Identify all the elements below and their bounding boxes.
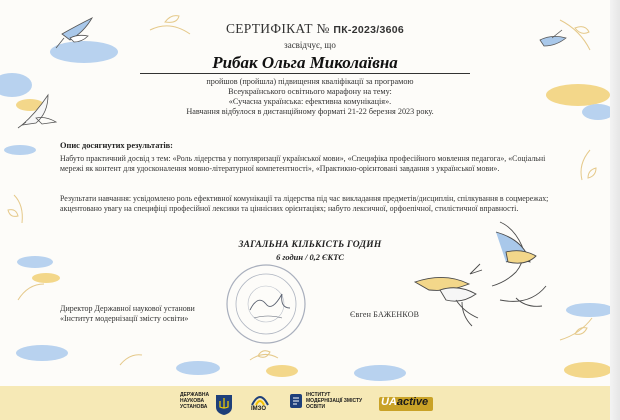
footer-logo-imzo	[251, 406, 266, 412]
imzo-emblem-icon	[250, 391, 270, 407]
ua-active-logo	[381, 396, 428, 408]
certificate-title-word: СЕРТИФІКАТ №	[225, 21, 330, 36]
total-hours-value: 6 годин / 0,2 ЄКТС	[276, 253, 344, 262]
recipient-underline	[140, 73, 470, 74]
results-paragraph: Набуто практичний досвід з тем: «Роль лідерства у популяризації української мови», «Специфіка професійного мовлення педагога», «Соціальні мережі як контент для удосконалення мовно-літературної компетентності», «Практикно-орієнтовані завдання з української мови».	[60, 154, 546, 174]
signer-position	[60, 304, 260, 324]
paint-blotch	[546, 84, 610, 106]
paint-blotch	[176, 361, 220, 375]
page-edge-shadow	[610, 0, 620, 420]
program-line: «Сучасна українська: ефективна комунікація».	[228, 97, 392, 106]
program-line: пройшов (пройшла) підвищення кваліфікації за програмою	[206, 77, 414, 86]
total-hours-heading: ЗАГАЛЬНА КІЛЬКІСТЬ ГОДИН	[238, 240, 382, 250]
footer-bar	[0, 386, 610, 420]
program-line: Навчання відбулося в дистанційному форматі 21-22 березня 2023 року.	[186, 107, 434, 116]
recipient-name: Рибак Ольга Миколаївна	[212, 53, 398, 72]
paint-blotch	[354, 365, 406, 381]
learning-outcomes-paragraph: Результати навчання: усвідомлено роль ефективної комунікації та лідерства під час викладання предметів/дисциплін, спілкування в соцмережах; акцентовано увагу на специфіці професійної лексики та ціннісних орієнтаціях; набуто лексичної, орфоепічної, стилістичної вправності.	[60, 194, 549, 214]
footer-logo-line: ІМЗО	[251, 406, 267, 412]
swallow-pair-icon	[415, 222, 546, 326]
footer-logo-state-institution	[180, 392, 209, 410]
signer-name: Євген БАЖЕНКОВ	[350, 310, 420, 319]
paint-blotch	[266, 365, 298, 377]
ua-active-logo-active: active	[396, 396, 429, 408]
paint-blotch	[4, 145, 36, 155]
paint-blotch	[0, 73, 32, 97]
paint-blotch	[564, 362, 612, 378]
footer-logo-line: ОСВІТИ	[306, 404, 326, 410]
coat-of-arms-icon	[214, 393, 234, 417]
program-description	[150, 77, 470, 117]
results-heading: Опис досягнутих результатів:	[60, 141, 173, 150]
swallow-bird-icon	[540, 30, 566, 46]
footer-logo-line: УСТАНОВА	[180, 404, 208, 410]
signer-position-line: Директор Державної наукової установи	[60, 304, 195, 313]
certificate-title	[210, 21, 420, 37]
program-line: Всеукраїнського освітнього марафону на тему:	[228, 87, 392, 96]
footer-logo-line: МОДЕРНІЗАЦІЇ ЗМІСТУ	[306, 398, 363, 404]
footer-logo-line: ІНСТИТУТ	[306, 392, 331, 398]
paint-blotch	[50, 41, 118, 63]
paint-blotch	[32, 273, 60, 283]
paint-blotch	[17, 256, 53, 268]
certificate-number: ПК-2023/3606	[333, 24, 405, 36]
signer-position-line: «Інститут модернізації змісту освіти»	[60, 314, 189, 323]
certifies-text: засвідчує, що	[284, 40, 336, 50]
paint-blotch	[16, 345, 68, 361]
institute-logo-icon	[289, 393, 303, 409]
footer-logo-line: НАУКОВА	[180, 398, 205, 404]
footer-logo-line: ДЕРЖАВНА	[180, 392, 210, 398]
paint-blotch	[566, 303, 614, 317]
footer-logo-institute	[306, 392, 362, 410]
ua-active-logo-ua: UA	[381, 396, 397, 408]
